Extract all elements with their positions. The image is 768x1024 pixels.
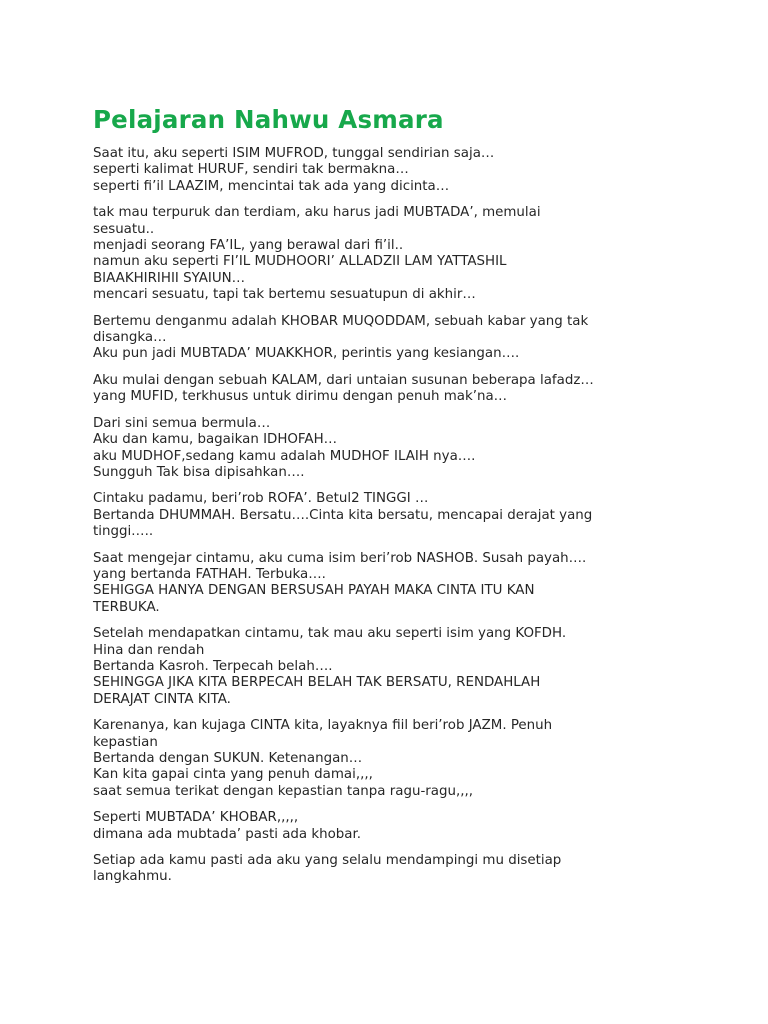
poem-line: Setiap ada kamu pasti ada aku yang selalu mendampingi mu disetiap bbox=[93, 853, 562, 869]
poem-stanza bbox=[93, 853, 693, 886]
poem-stanza bbox=[93, 373, 693, 406]
poem-line: langkahmu. bbox=[93, 869, 172, 885]
poem-line: Kan kita gapai cinta yang penuh damai,,,, bbox=[93, 767, 373, 783]
poem-line: seperti kalimat HURUF, sendiri tak bermakna… bbox=[93, 162, 409, 178]
poem-line: tak mau terpuruk dan terdiam, aku harus jadi MUBTADA’, memulai bbox=[93, 205, 541, 221]
poem-line: sesuatu.. bbox=[93, 221, 155, 237]
poem-stanza bbox=[93, 551, 693, 617]
poem-line: mencari sesuatu, tapi tak bertemu sesuatupun di akhir… bbox=[93, 287, 476, 303]
poem-line: saat semua terikat dengan kepastian tanpa ragu-ragu,,,, bbox=[93, 783, 473, 799]
poem-line: SEHINGGA JIKA KITA BERPECAH BELAH TAK BERSATU, RENDAHLAH bbox=[93, 675, 541, 691]
poem-stanza bbox=[93, 416, 693, 482]
poem-line: tinggi….. bbox=[93, 524, 154, 540]
poem-stanza bbox=[93, 491, 693, 540]
poem-line: Bertanda DHUMMAH. Bersatu….Cinta kita bersatu, mencapai derajat yang bbox=[93, 507, 593, 523]
poem-stanza bbox=[93, 205, 693, 303]
poem-body bbox=[93, 146, 693, 886]
document-title: Pelajaran Nahwu Asmara bbox=[93, 105, 444, 134]
poem-line: dimana ada mubtada’ pasti ada khobar. bbox=[93, 826, 362, 842]
poem-line: Aku dan kamu, bagaikan IDHOFAH… bbox=[93, 432, 338, 448]
poem-line: Dari sini semua bermula… bbox=[93, 415, 271, 431]
poem-line: seperti fi’il LAAZIM, mencintai tak ada yang dicinta… bbox=[93, 178, 450, 194]
poem-line: TERBUKA. bbox=[93, 599, 160, 615]
document-page bbox=[93, 104, 693, 896]
poem-line: Bertanda dengan SUKUN. Ketenangan… bbox=[93, 751, 363, 766]
poem-line: Bertemu denganmu adalah KHOBAR MUQODDAM, sebuah kabar yang tak bbox=[93, 313, 589, 329]
poem-line: kepastian bbox=[93, 734, 158, 750]
poem-line: SEHIGGA HANYA DENGAN BERSUSAH PAYAH MAKA CINTA ITU KAN bbox=[93, 583, 535, 599]
poem-line: Seperti MUBTADA’ KHOBAR,,,,, bbox=[93, 810, 299, 826]
poem-line: BIAAKHIRIHII SYAIUN… bbox=[93, 270, 246, 286]
poem-line: Setelah mendapatkan cintamu, tak mau aku seperti isim yang KOFDH. bbox=[93, 626, 567, 642]
poem-line: Sungguh Tak bisa dipisahkan…. bbox=[93, 464, 305, 480]
poem-line: DERAJAT CINTA KITA. bbox=[93, 691, 231, 707]
poem-line: namun aku seperti FI’IL MUDHOORI’ ALLADZII LAM YATTASHIL bbox=[93, 254, 507, 270]
poem-line: disangka… bbox=[93, 330, 167, 346]
poem-stanza bbox=[93, 810, 693, 843]
poem-line: aku MUDHOF,sedang kamu adalah MUDHOF ILAIH nya…. bbox=[93, 448, 476, 464]
poem-stanza bbox=[93, 718, 693, 800]
poem-line: yang bertanda FATHAH. Terbuka…. bbox=[93, 566, 326, 582]
poem-line: Aku pun jadi MUBTADA’ MUAKKHOR, perintis yang kesiangan…. bbox=[93, 346, 520, 362]
poem-line: Bertanda Kasroh. Terpecah belah…. bbox=[93, 658, 333, 674]
poem-line: Saat itu, aku seperti ISIM MUFROD, tunggal sendirian saja… bbox=[93, 146, 495, 161]
poem-line: Hina dan rendah bbox=[93, 642, 205, 658]
poem-stanza bbox=[93, 314, 693, 363]
poem-line: Cintaku padamu, beri’rob ROFA’. Betul2 TINGGI … bbox=[93, 491, 429, 507]
poem-line: menjadi seorang FA’IL, yang berawal dari fi’il.. bbox=[93, 238, 404, 254]
poem-stanza bbox=[93, 626, 693, 708]
poem-line: Saat mengejar cintamu, aku cuma isim beri’rob NASHOB. Susah payah…. bbox=[93, 550, 587, 566]
poem-line: Aku mulai dengan sebuah KALAM, dari untaian susunan beberapa lafadz… bbox=[93, 372, 594, 388]
poem-stanza bbox=[93, 146, 693, 195]
poem-line: Karenanya, kan kujaga CINTA kita, layaknya fiil beri’rob JAZM. Penuh bbox=[93, 718, 553, 734]
poem-line: yang MUFID, terkhusus untuk dirimu dengan penuh mak’na… bbox=[93, 389, 508, 405]
